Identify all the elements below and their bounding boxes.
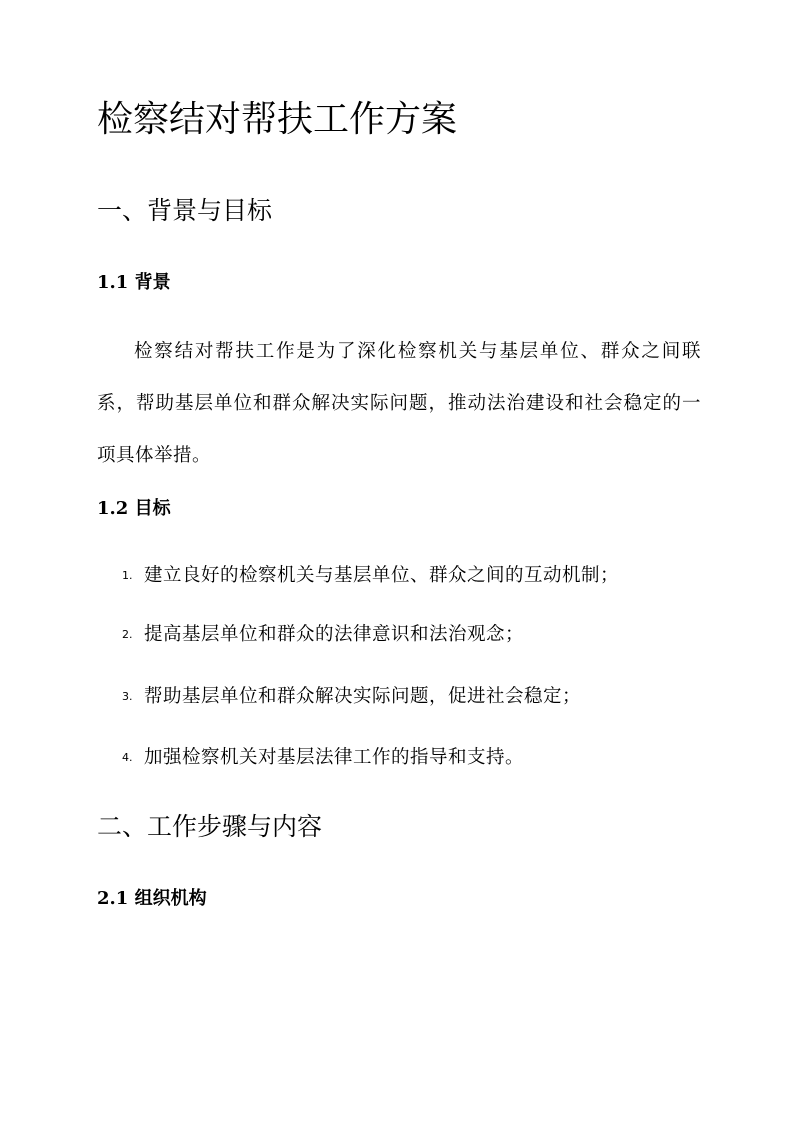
background-paragraph: 检察结对帮扶工作是为了深化检察机关与基层单位、群众之间联系，帮助基层单位和群众解决实际问题，推动法治建设和社会稳定的一项具体举措。 (97, 341, 701, 466)
list-item-text: 建立良好的检察机关与基层单位、群众之间的互动机制； (144, 565, 620, 586)
list-item-text: 加强检察机关对基层法律工作的指导和支持。 (144, 747, 525, 768)
subsection-heading-goals: 1.2 目标 (97, 498, 171, 519)
list-item-number: 1. (122, 569, 133, 582)
subsection-heading-background: 1.1 背景 (97, 272, 171, 293)
goal-list-item (122, 563, 619, 589)
list-item-number: 2. (122, 628, 133, 641)
document-title: 检察结对帮扶工作方案 (97, 99, 458, 140)
subsection-heading-organization: 2.1 组织机构 (97, 888, 207, 909)
goal-list-item (122, 684, 581, 710)
list-item-number: 3. (122, 690, 133, 703)
goal-list-item (122, 745, 524, 771)
section-heading-work-steps: 二、工作步骤与内容 (97, 812, 323, 841)
list-item-text: 提高基层单位和群众的法律意识和法治观念； (144, 624, 525, 645)
section-heading-background-goals: 一、背景与目标 (97, 196, 273, 225)
list-item-number: 4. (122, 751, 133, 764)
goal-list-item (122, 622, 524, 648)
list-item-text: 帮助基层单位和群众解决实际问题，促进社会稳定； (144, 686, 582, 707)
